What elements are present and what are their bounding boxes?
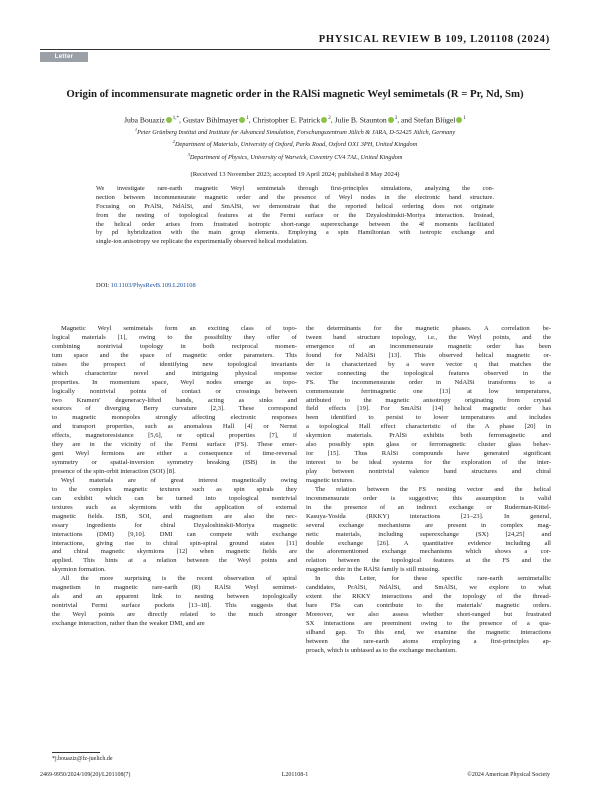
body-text-line: been identified to persist to lower temperatures and includes <box>306 414 551 422</box>
body-right-column <box>306 325 551 656</box>
body-text-line: textures such as skyrmions with the application of external <box>52 503 297 511</box>
doi-label: DOI: <box>96 282 110 289</box>
author-affiliation-marker: 1,* <box>172 116 180 121</box>
author-list: Juba Bouaziz $^{1,*}$, Gustav Bihlmayer $^1$, Christopher E. Patrick $^2$, Julie B. Staunton $^3$, and Stefan Blügel $^1$ <box>124 115 466 125</box>
body-text-line: they are in the vicinity of the Fermi surface (FS). These emer- <box>52 441 297 449</box>
paper-title: Origin of incommensurate magnetic order in the RAlSi magnetic Weyl semimetals (R = Pr, Nd, Sm) <box>66 88 524 100</box>
body-text-line: All the more surprising is the recent observation of spiral <box>61 575 297 583</box>
abstract-line: from the nesting of topological features at the Fermi surface or the Dzyaloshinskii-Moriya interaction. Instead, <box>96 211 494 219</box>
received-dates: (Received 13 November 2023; accepted 19 April 2024; published 8 May 2024) <box>190 171 400 178</box>
author-affiliation-marker: 2 <box>328 116 331 121</box>
affiliation-line <box>50 125 540 137</box>
body-text-line: two Kramers' degeneracy-lifted bands, acting as sinks and <box>52 396 297 404</box>
body-text-line: interactions (DMI) [9,10]. DMI can compete with exchange <box>52 530 297 538</box>
abstract-line: We investigate rare-earth magnetic Weyl semimetals through first-principles simulations, analyzing the con- <box>96 185 494 192</box>
body-text-line: the aforementioned exchange mechanisms which shows a cor- <box>306 548 551 556</box>
author-name: Christopher E. Patrick <box>252 115 321 125</box>
abstract-line: Focusing on PrAlSi, NdAlSi, and SmAlSi, we demonstrate that the reported helical ordering does not originate <box>96 202 494 210</box>
abstract-line: single-ion anisotropy we replicate the experimentally observed helical modulation. <box>96 238 308 246</box>
body-text-line: essary ingredients for chiral Dzyaloshinskii-Moriya magnetic <box>52 521 297 529</box>
affiliation-text: Department of Physics, University of Warwick, Coventry CV4 7AL, United Kingdom <box>189 153 403 161</box>
orcid-icon[interactable] <box>321 117 327 123</box>
body-text-line: incommensurate order is suggestive; this assumption is valid <box>306 494 551 502</box>
body-text-line: a topological Hall effect characteristic of the A phase [20] in <box>306 423 551 431</box>
author-affiliation-marker: 1 <box>246 116 249 121</box>
footnote-rule <box>52 752 100 753</box>
body-text-line: presence of the spin-orbit interaction (SOI) [8]. <box>52 468 176 475</box>
header-rule <box>40 49 550 50</box>
body-left-column <box>52 325 297 629</box>
orcid-icon[interactable] <box>239 117 245 123</box>
body-text-line: The relation between the FS nesting vector and the helical <box>315 485 551 493</box>
body-text-line: double exchange [26]. A quantitative evidence including all <box>306 539 551 547</box>
affiliations <box>50 125 540 162</box>
body-text-line: skyrmion materials. PrAlSi exhibits both ferromagnetic and <box>306 432 551 440</box>
affiliation-line <box>50 150 540 162</box>
body-text-line: SX interactions are preeminent owing to the presence of a qua- <box>306 619 551 627</box>
body-text-line: relation between the topological features at the FS and the <box>306 557 551 565</box>
body-text-line: netic materials, including superexchange (SX) [24,25] and <box>306 530 551 538</box>
body-text-line: silband gap. To this end, we examine the magnetic interactions <box>306 628 551 636</box>
body-text-line: play between nontrivial valence band structures and chiral <box>306 468 551 475</box>
body-text-line: Weyl materials are of great interest magnetically owing <box>61 476 297 484</box>
abstract-line: by pd hybridization with the main group elements. Employing a spin Hamiltonian with isotropic exchange and <box>96 229 494 237</box>
affiliation-number: 2 <box>172 139 175 145</box>
body-text-line: Moreover, we also assess whether short-ranged but frustrated <box>306 611 551 618</box>
body-text-line: candidates, PrAlSi, NdAlSi, and SmAlSi, we explore to what <box>306 584 551 592</box>
body-text-line: can exhibit which can be turned into topological nontrivial <box>52 494 297 502</box>
body-text-line: and chiral magnetic skyrmions [12] when magnetic fields are <box>52 548 297 556</box>
body-text-line: found for NdAlSi [13]. This observed helical magnetic or- <box>306 351 551 359</box>
body-text-line: proach, which is unbiased as to the exchange mechanism. <box>306 646 457 654</box>
body-text-line: to magnetic monopoles strongly affecting electronic responses <box>52 414 297 422</box>
orcid-icon[interactable] <box>166 117 172 123</box>
body-text-line: der is characterized by a wave vector q that matches the <box>306 360 551 368</box>
body-text-line: between the rare-earth atoms employing a first-principles ap- <box>306 637 551 645</box>
body-text-line: combining nontrivial topology in both reciprocal momen- <box>52 342 297 350</box>
body-text-line: als and an apparent link to nesting between topologically <box>52 593 297 601</box>
footer-page-number: L201108-1 <box>281 772 309 778</box>
author-affiliation-marker: 1 <box>463 116 466 121</box>
corresponding-author-email[interactable]: *j.bouaziz@fz-juelich.de <box>52 756 113 762</box>
body-text-line: Kasuya-Yosida (RKKY) interactions [21–23]. In general, <box>306 512 551 520</box>
body-text-line: commensurate ferrimagnetic one [13] at low temperatures, <box>306 387 551 395</box>
footer-copyright: ©2024 American Physical Society <box>467 772 550 778</box>
orcid-icon[interactable] <box>456 117 462 123</box>
body-text-line: exchange interaction, rather than the weaker DMI, and are <box>52 619 205 627</box>
author-name: Juba Bouaziz <box>124 115 165 125</box>
body-text-line: nontrivial Fermi surface pockets [13–18]. This suggests that <box>52 602 297 610</box>
affiliation-number: 3 <box>187 151 190 157</box>
body-text-line: tum space and the space of magnetic order parameters. This <box>52 351 297 359</box>
body-text-line: raises the prospect of identifying new topological invariants <box>52 360 297 368</box>
body-text-line: magnetic order in the RAlSi family is still missing. <box>306 566 440 574</box>
abstract-line: nection between incommensurate magnetic order and the presence of Weyl nodes in the electronic band structure. <box>96 193 494 201</box>
abstract <box>96 185 494 247</box>
body-text-line: effects, magnetoresistance [5,6], or optical properties [7], if <box>52 432 297 440</box>
affiliation-line <box>50 137 540 149</box>
body-text-line: properties. In momentum space, Weyl nodes emerge as topo- <box>52 378 297 386</box>
body-text-line: the determinants for the magnetic phases. A correlation be- <box>306 325 551 332</box>
body-text-line: skyrmion formation. <box>52 566 106 574</box>
body-text-line: also possibly spin glass or ferromagnetic cluster glass behav- <box>306 441 551 449</box>
article-type-badge: Letter <box>40 52 88 62</box>
body-text-line: field effects [19]. For SmAlSi [14] helical magnetic order has <box>306 405 551 413</box>
orcid-icon[interactable] <box>388 117 394 123</box>
doi-line <box>96 281 196 290</box>
body-text-line: interactions, giving rise to chiral spin-spiral ground states [11] <box>52 539 297 547</box>
body-text-line: magnetic fields. ISB, SOI, and magnetism are also the nec- <box>52 512 297 520</box>
author-name: Gustav Bihlmayer <box>182 115 239 125</box>
body-text-line: magnetic textures. <box>306 476 354 484</box>
body-text-line: Magnetic Weyl semimetals form an exciting class of topo- <box>61 325 297 332</box>
body-text-line: ior [15]. Thus RAlSi compounds have generated significant <box>306 450 551 458</box>
body-text-line: vector connecting the topological features observed in the <box>306 369 551 377</box>
author-name: Julie B. Staunton <box>334 115 387 125</box>
affiliation-number: 1 <box>134 127 138 132</box>
body-text-line: symmetry or spatial-inversion symmetry breaking (ISB) in the <box>52 459 297 467</box>
body-text-line: to the complex magnetic textures such as spin spirals they <box>52 485 297 493</box>
body-text-line: in the presence of an indirect exchange or Ruderman-Kittel- <box>306 503 551 511</box>
abstract-line: the helical order arises from frustrated isotropic short-range superexchange between the 4f moments facilitated <box>96 220 494 228</box>
journal-header: PHYSICAL REVIEW B 109, L201108 (2024) <box>318 34 550 45</box>
body-text-line: extent the RKKY interactions and the topology of the thread- <box>306 593 551 601</box>
affiliation-text: Department of Materials, University of Oxford, Parks Road, Oxford OX1 3PH, United Kingdom <box>174 141 418 149</box>
doi-link[interactable]: 10.1103/PhysRevB.109.L201108 <box>110 282 196 289</box>
body-text-line: attributed to the magnetic anisotropy originating from crystal <box>306 396 551 404</box>
body-text-line: emergence of an incommensurate magnetic order has been <box>306 342 551 350</box>
body-text-line: FS. The incommensurate order in NdAlSi transforms to a <box>306 378 551 386</box>
body-text-line: and transport properties, such as anomalous Hall [4] or Nernst <box>52 423 297 431</box>
author-affiliation-marker: 3 <box>394 116 398 121</box>
body-text-line: In this Letter, for these specific rare-earth semimetallic <box>315 575 551 583</box>
body-text-line: bare FSs can contribute to the materials' magnetic orders. <box>306 602 551 610</box>
affiliation-text: Peter Grünberg Institut and Institute for Advanced Simulation, Forschungszentrum Jülich & JARA, D-52425 Jülich, Germany <box>137 129 456 137</box>
body-text-line: sources of diverging Berry curvature [2,3]. These correspond <box>52 405 297 413</box>
author-name: Stefan Blügel <box>413 115 456 125</box>
body-text-line: logical materials [1], owing to the possibility they offer of <box>52 333 297 341</box>
body-text-line: magnetism in magnetic rare-earth (R) RAlSi Weyl semimet- <box>52 584 297 592</box>
body-text-line: the Weyl points are directly related to the much stronger <box>52 611 297 618</box>
footer-issn: 2469-9950/2024/109(20)/L201108(7) <box>40 772 131 778</box>
body-text-line: logically nontrivial points of contact or crossings between <box>52 387 297 395</box>
body-text-line: applied. This hints at a relation between the Weyl points and <box>52 557 297 565</box>
body-text-line: which characterize novel and intriguing physical response <box>52 369 297 377</box>
body-text-line: interest to be ideal systems for the exploration of the inter- <box>306 459 551 467</box>
body-text-line: tween band structure topology, i.e., the Weyl points, and the <box>306 333 551 341</box>
body-text-line: several exchange mechanisms are present in complex mag- <box>306 521 551 529</box>
body-text-line: gent Weyl fermions are either a consequence of time-reversal <box>52 450 297 458</box>
